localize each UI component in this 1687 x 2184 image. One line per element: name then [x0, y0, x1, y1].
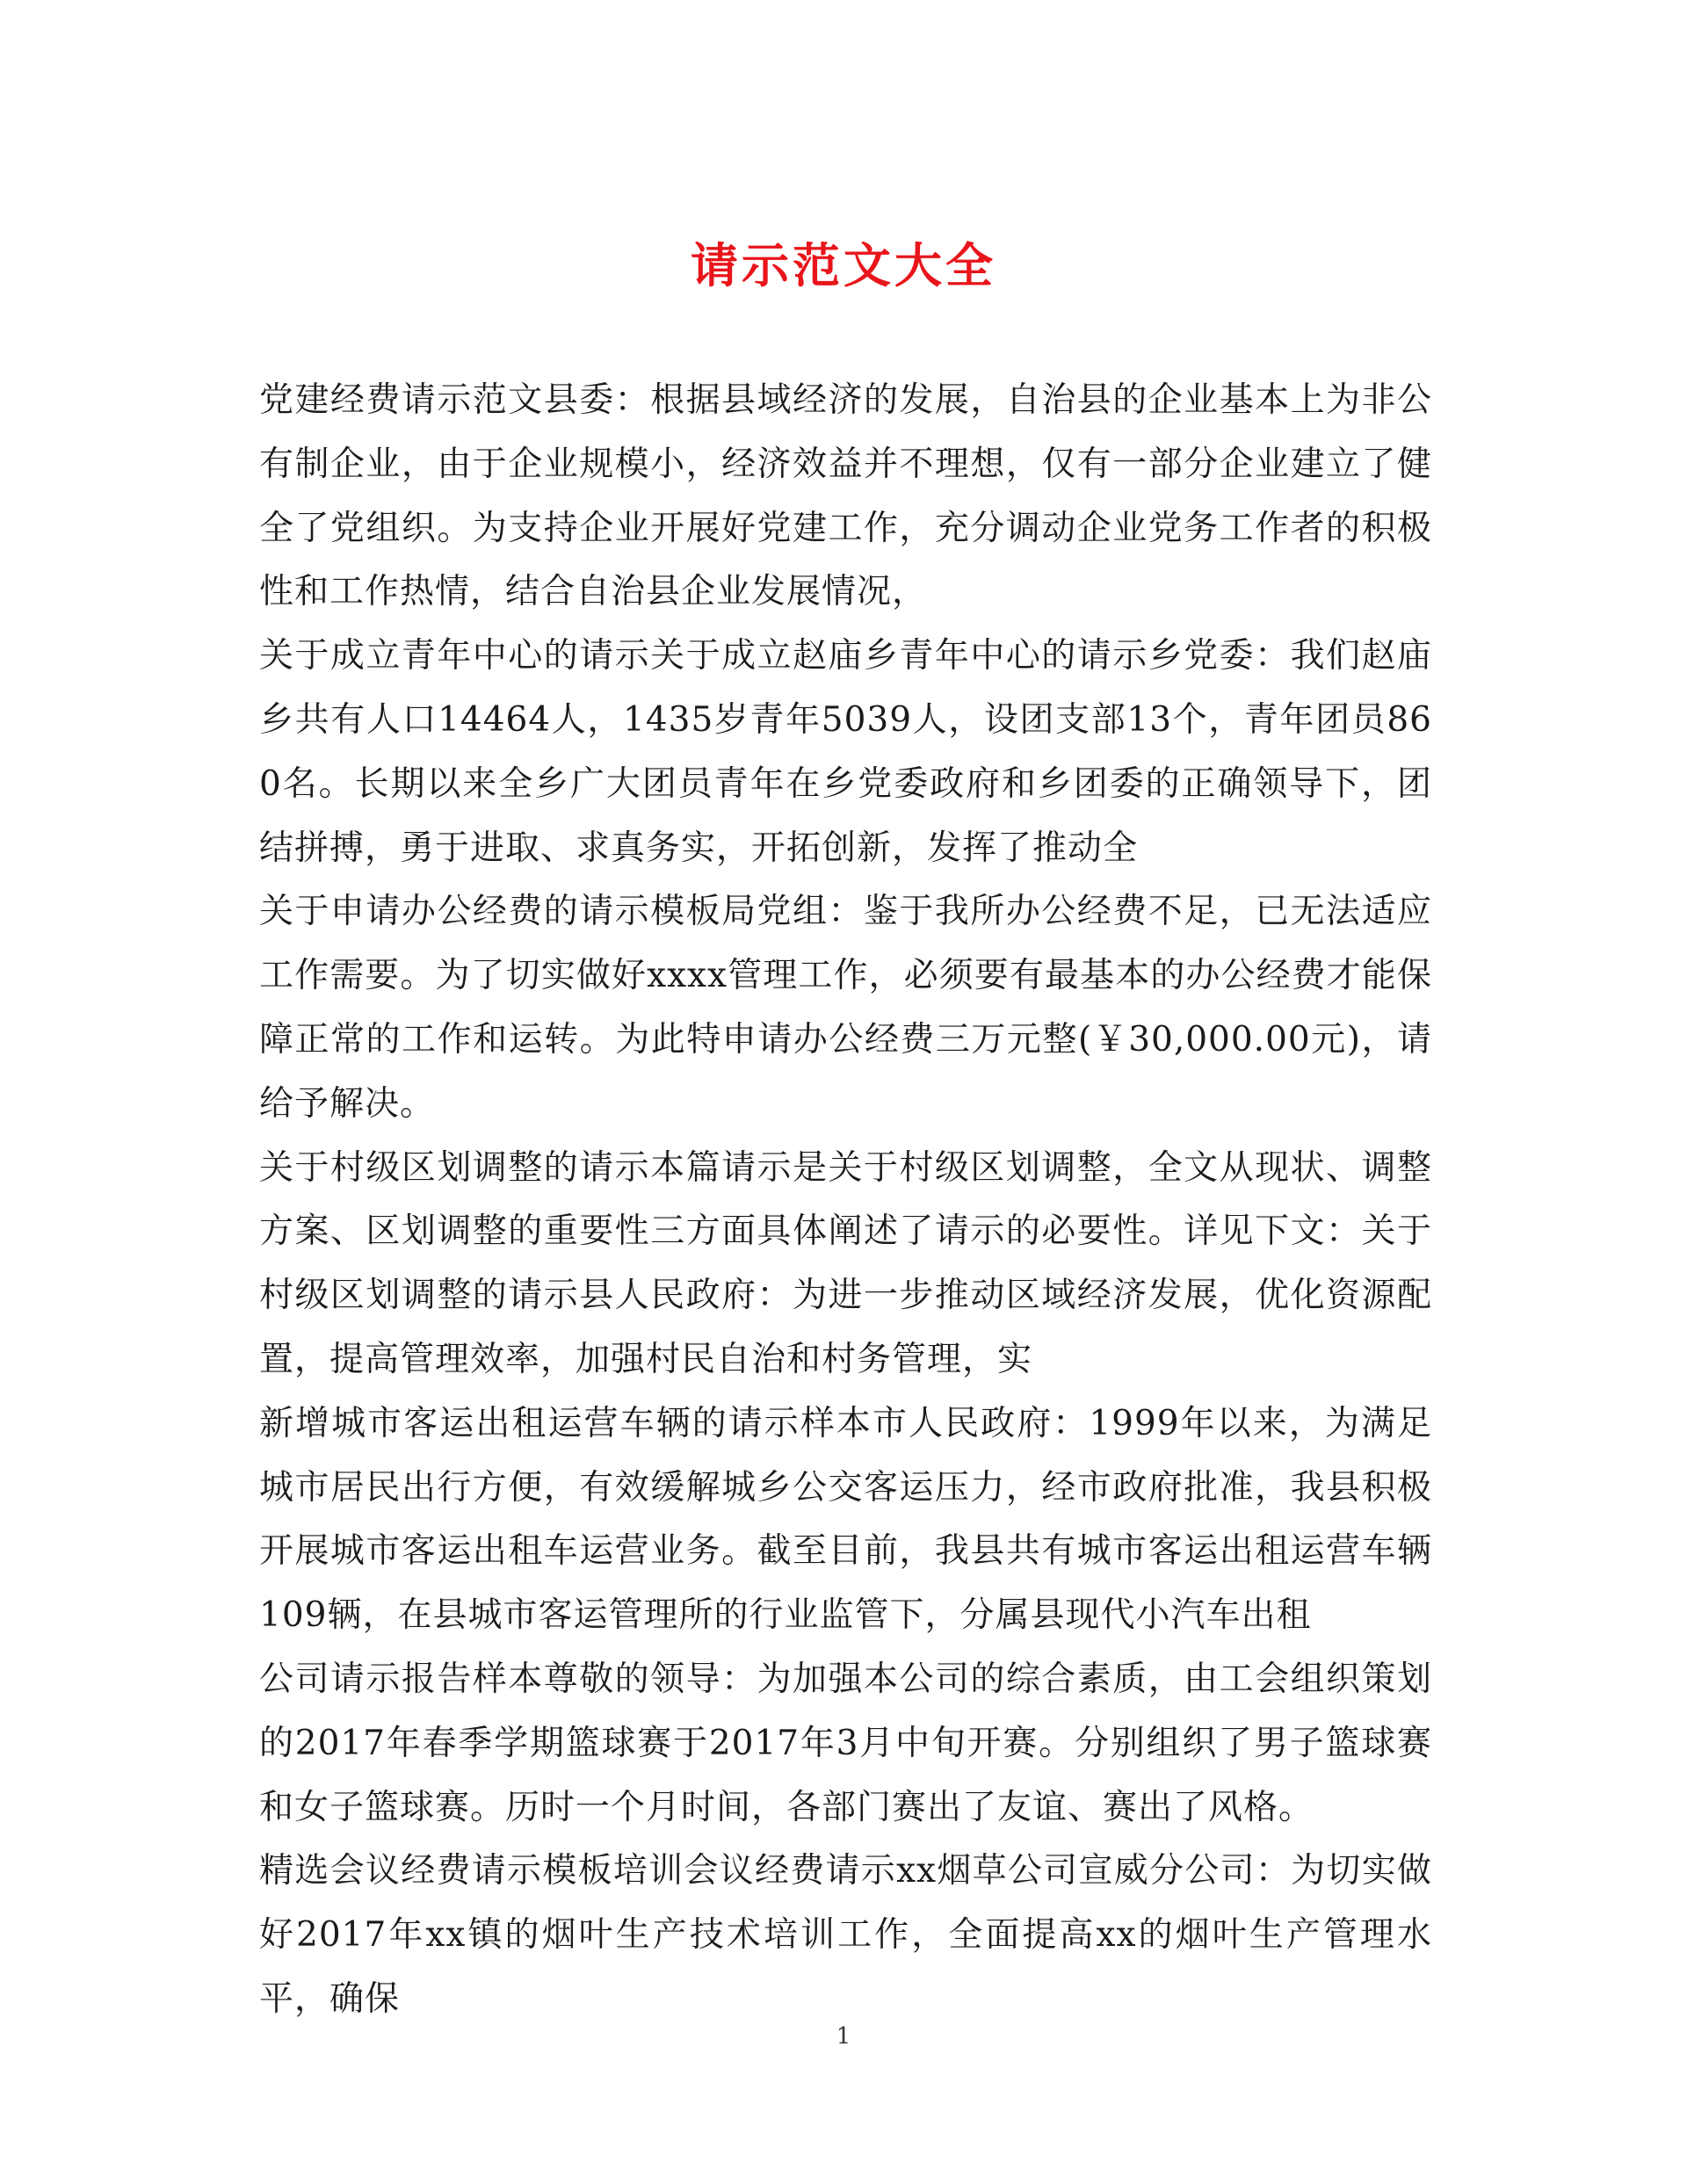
paragraph-youth-center: 关于成立青年中心的请示关于成立赵庙乡青年中心的请示乡党委：我们赵庙乡共有人口14464人，1435岁青年5039人，设团支部13个，青年团员860名。长期以来全乡广大团员青年在乡党委政府和乡团委的正确领导下，团结拼搏，勇于进取、求真务实，开拓创新，发挥了推动全 [259, 636, 1432, 868]
paragraph-party-funding: 党建经费请示范文县委：根据县域经济的发展，自治县的企业基本上为非公有制企业，由于企业规模小，经济效益并不理想，仅有一部分企业建立了健全了党组织。为支持企业开展好党建工作，充分调动企业党务工作者的积极性和工作热情，结合自治县企业发展情况， [259, 380, 1432, 612]
paragraph-taxi-vehicles: 新增城市客运出租运营车辆的请示样本市人民政府：1999年以来，为满足城市居民出行方便，有效缓解城乡公交客运压力，经市政府批准，我县积极开展城市客运出租车运营业务。截至目前，我县共有城市客运出租运营车辆109辆，在县城市客运管理所的行业监管下，分属县现代小汽车出租 [259, 1403, 1432, 1636]
paragraph-company-report: 公司请示报告样本尊敬的领导：为加强本公司的综合素质，由工会组织策划的2017年春季学期篮球赛于2017年3月中旬开赛。分别组织了男子篮球赛和女子篮球赛。历时一个月时间，各部门赛出了友谊、赛出了风格。 [259, 1659, 1432, 1827]
paragraph-meeting-funds: 精选会议经费请示模板培训会议经费请示xx烟草公司宣威分公司：为切实做好2017年xx镇的烟叶生产技术培训工作，全面提高xx的烟叶生产管理水平，确保 [259, 1851, 1432, 2019]
page-number: 1 [836, 2023, 851, 2050]
document-title: 请示范文大全 [691, 237, 996, 293]
paragraph-office-funds: 关于申请办公经费的请示模板局党组：鉴于我所办公经费不足，已无法适应工作需要。为了切实做好xxxx管理工作，必须要有最基本的办公经费才能保障正常的工作和运转。为此特申请办公经费三万元整(￥30,000.00元)，请给予解决。 [259, 892, 1432, 1124]
paragraph-village-division: 关于村级区划调整的请示本篇请示是关于村级区划调整，全文从现状、调整方案、区划调整的重要性三方面具体阐述了请示的必要性。详见下文：关于村级区划调整的请示县人民政府：为进一步推动区域经济发展，优化资源配置，提高管理效率，加强村民自治和村务管理，实 [259, 1147, 1432, 1379]
document-body [259, 369, 1432, 2032]
